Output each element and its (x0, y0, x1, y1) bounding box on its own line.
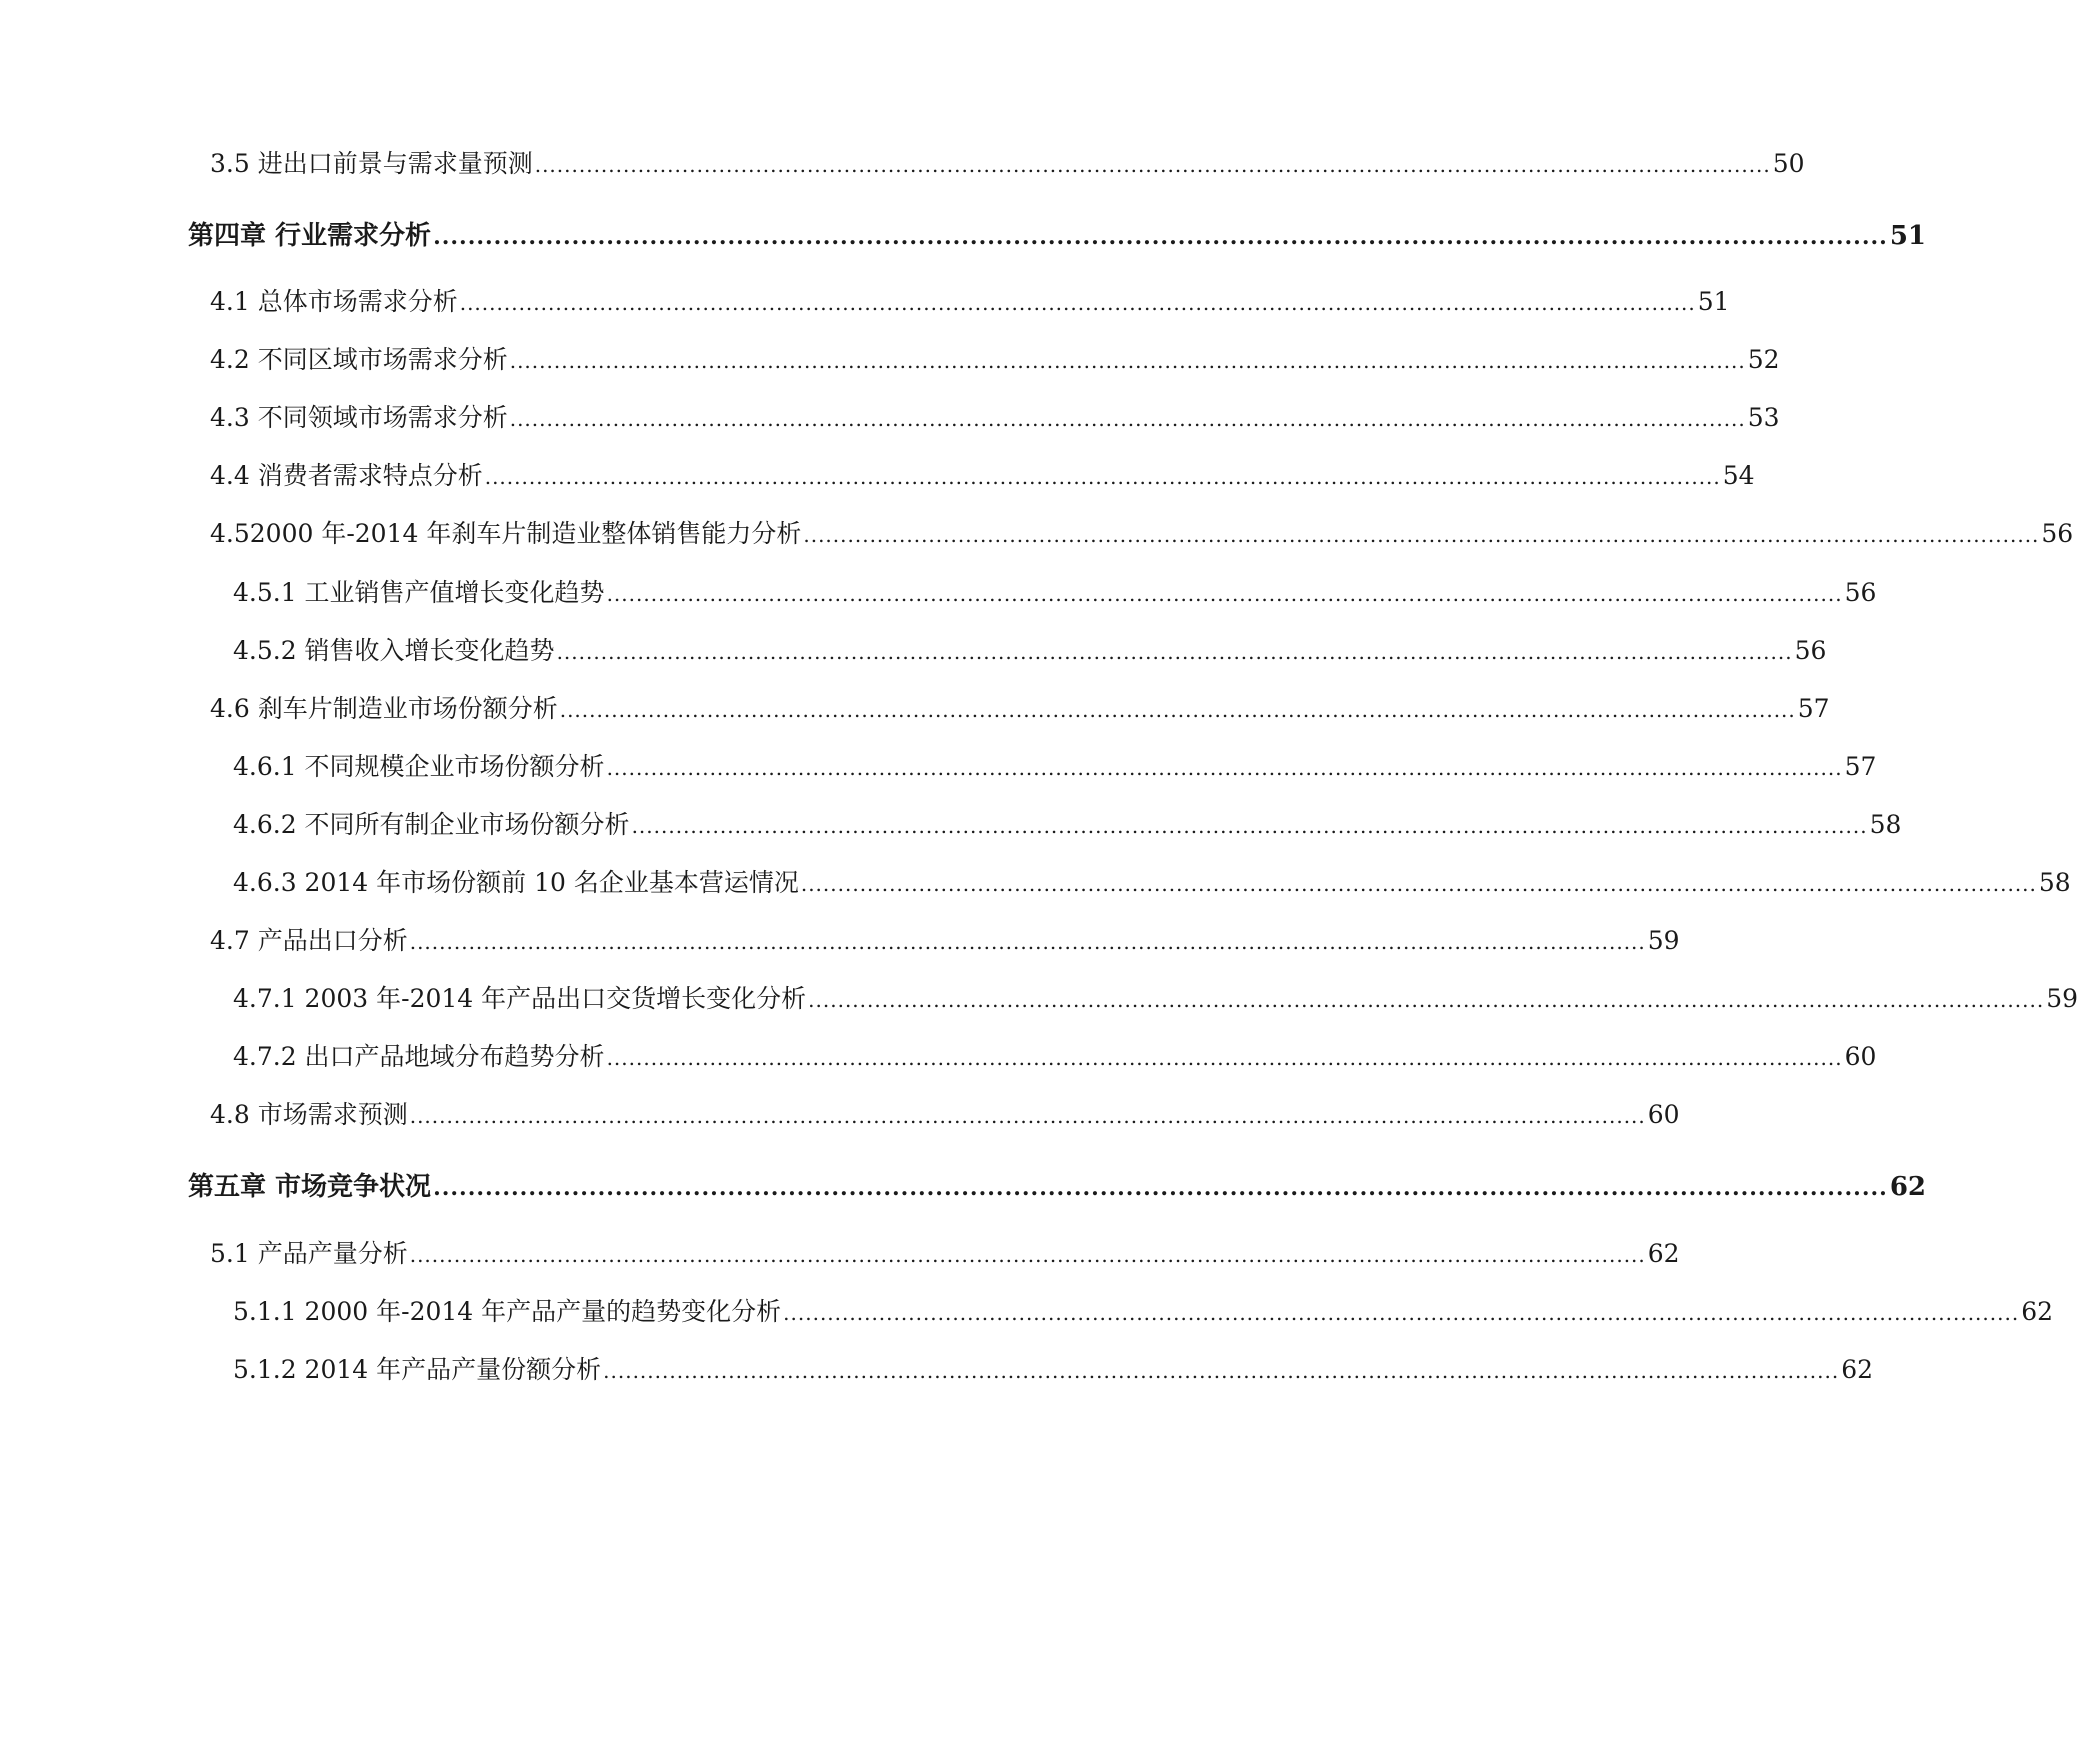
toc-leader-dots: ........................................................................................................................................................................ (800, 872, 2037, 896)
toc-leader-dots: ........................................................................................................................................................................ (509, 407, 1746, 431)
toc-entry[interactable] (0, 979, 2078, 1019)
toc-leader-dots: ........................................................................................................................................................................ (631, 814, 1868, 838)
toc-chapter-entry[interactable] (0, 1167, 1926, 1207)
toc-entry[interactable] (0, 921, 1680, 961)
toc-leader-dots: ........................................................................................................................................................................ (509, 349, 1746, 373)
toc-entry[interactable] (0, 1095, 1680, 1135)
toc-leader-dots: ........................................................................................................................................................................ (433, 224, 1888, 250)
toc-entry[interactable] (0, 805, 1902, 845)
toc-entry-label: 第五章 市场竞争状况 (188, 1172, 432, 1202)
toc-leader-dots: ........................................................................................................................................................................ (606, 756, 1843, 780)
toc-entry[interactable] (0, 747, 1877, 787)
toc-entry-page: 56 (1794, 636, 1827, 665)
toc-leader-dots: ........................................................................................................................................................................ (808, 988, 2045, 1012)
toc-entry-page: 59 (2046, 984, 2078, 1013)
toc-leader-dots: ........................................................................................................................................................................ (606, 1046, 1843, 1070)
toc-entry-label: 4.6.3 2014 年市场份额前 10 名企业基本营运情况 (233, 868, 799, 897)
toc-leader-dots: ........................................................................................................................................................................ (484, 465, 1721, 489)
toc-entry[interactable] (0, 144, 1805, 184)
toc-entry-label: 4.7.2 出口产品地域分布趋势分析 (233, 1042, 605, 1071)
toc-entry-page: 60 (1647, 1100, 1680, 1129)
toc-leader-dots: ........................................................................................................................................................................ (803, 523, 2040, 547)
toc-leader-dots: ........................................................................................................................................................................ (783, 1301, 2020, 1325)
toc-entry-label: 4.2 不同区域市场需求分析 (210, 345, 508, 374)
toc-leader-dots: ........................................................................................................................................................................ (534, 153, 1771, 177)
toc-entry-label: 3.5 进出口前景与需求量预测 (210, 149, 533, 178)
toc-entry-page: 54 (1722, 461, 1755, 490)
toc-entry-page: 62 (1841, 1355, 1873, 1384)
toc-entry-label: 5.1.1 2000 年-2014 年产品产量的趋势变化分析 (233, 1297, 782, 1326)
toc-entry-page: 50 (1772, 149, 1805, 178)
toc-leader-dots: ........................................................................................................................................................................ (603, 1359, 1840, 1383)
toc-entry[interactable] (0, 282, 1730, 322)
toc-leader-dots: ........................................................................................................................................................................ (409, 1243, 1646, 1267)
toc-entry-page: 58 (2038, 868, 2071, 897)
toc-entry-page: 52 (1747, 345, 1780, 374)
toc-entry-label: 4.52000 年-2014 年刹车片制造业整体销售能力分析 (210, 519, 802, 548)
toc-entry[interactable] (0, 456, 1755, 496)
toc-leader-dots: ........................................................................................................................................................................ (459, 291, 1696, 315)
toc-entry-label: 5.1 产品产量分析 (210, 1239, 408, 1268)
toc-entry-label: 4.5.2 销售收入增长变化趋势 (233, 636, 555, 665)
toc-entry[interactable] (0, 1350, 1873, 1390)
toc-entry-page: 56 (2041, 519, 2074, 548)
toc-entry[interactable] (0, 631, 1827, 671)
toc-entry-label: 5.1.2 2014 年产品产量份额分析 (233, 1355, 602, 1384)
toc-entry[interactable] (0, 514, 2074, 554)
toc-entry-page: 51 (1697, 287, 1730, 316)
toc-entry-label: 4.1 总体市场需求分析 (210, 287, 458, 316)
toc-entry[interactable] (0, 1292, 2054, 1332)
toc-entry-label: 4.4 消费者需求特点分析 (210, 461, 483, 490)
toc-entry-label: 4.6 刹车片制造业市场份额分析 (210, 694, 558, 723)
toc-entry-page: 57 (1844, 752, 1877, 781)
toc-leader-dots: ........................................................................................................................................................................ (556, 640, 1793, 664)
toc-entry-page: 56 (1844, 578, 1877, 607)
toc-leader-dots: ........................................................................................................................................................................ (559, 698, 1796, 722)
toc-leader-dots: ........................................................................................................................................................................ (409, 930, 1646, 954)
toc-entry-page: 57 (1797, 694, 1830, 723)
toc-entry[interactable] (0, 1037, 1877, 1077)
toc-entry-page: 59 (1647, 926, 1680, 955)
toc-entry-label: 4.3 不同领域市场需求分析 (210, 403, 508, 432)
toc-entry-page: 62 (1647, 1239, 1680, 1268)
toc-entry-label: 第四章 行业需求分析 (188, 221, 432, 251)
toc-entry[interactable] (0, 1234, 1680, 1274)
toc-leader-dots: ........................................................................................................................................................................ (433, 1175, 1888, 1201)
toc-leader-dots: ........................................................................................................................................................................ (409, 1104, 1646, 1128)
toc-entry-label: 4.7.1 2003 年-2014 年产品出口交货增长变化分析 (233, 984, 807, 1013)
toc-entry[interactable] (0, 573, 1877, 613)
toc-entry-label: 4.6.2 不同所有制企业市场份额分析 (233, 810, 630, 839)
toc-entry-page: 53 (1747, 403, 1780, 432)
toc-leader-dots: ........................................................................................................................................................................ (606, 582, 1843, 606)
toc-entry[interactable] (0, 863, 2071, 903)
toc-entry-page: 62 (2021, 1297, 2054, 1326)
toc-chapter-entry[interactable] (0, 216, 1926, 256)
toc-entry-label: 4.8 市场需求预测 (210, 1100, 408, 1129)
toc-entry-page: 58 (1869, 810, 1902, 839)
toc-entry-page: 62 (1889, 1172, 1926, 1202)
toc-entry[interactable] (0, 689, 1830, 729)
toc-entry-label: 4.6.1 不同规模企业市场份额分析 (233, 752, 605, 781)
toc-entry-page: 60 (1844, 1042, 1877, 1071)
toc-entry-label: 4.5.1 工业销售产值增长变化趋势 (233, 578, 605, 607)
toc-entry[interactable] (0, 398, 1780, 438)
toc-entry-label: 4.7 产品出口分析 (210, 926, 408, 955)
toc-entry[interactable] (0, 340, 1780, 380)
toc-entry-page: 51 (1889, 221, 1926, 251)
